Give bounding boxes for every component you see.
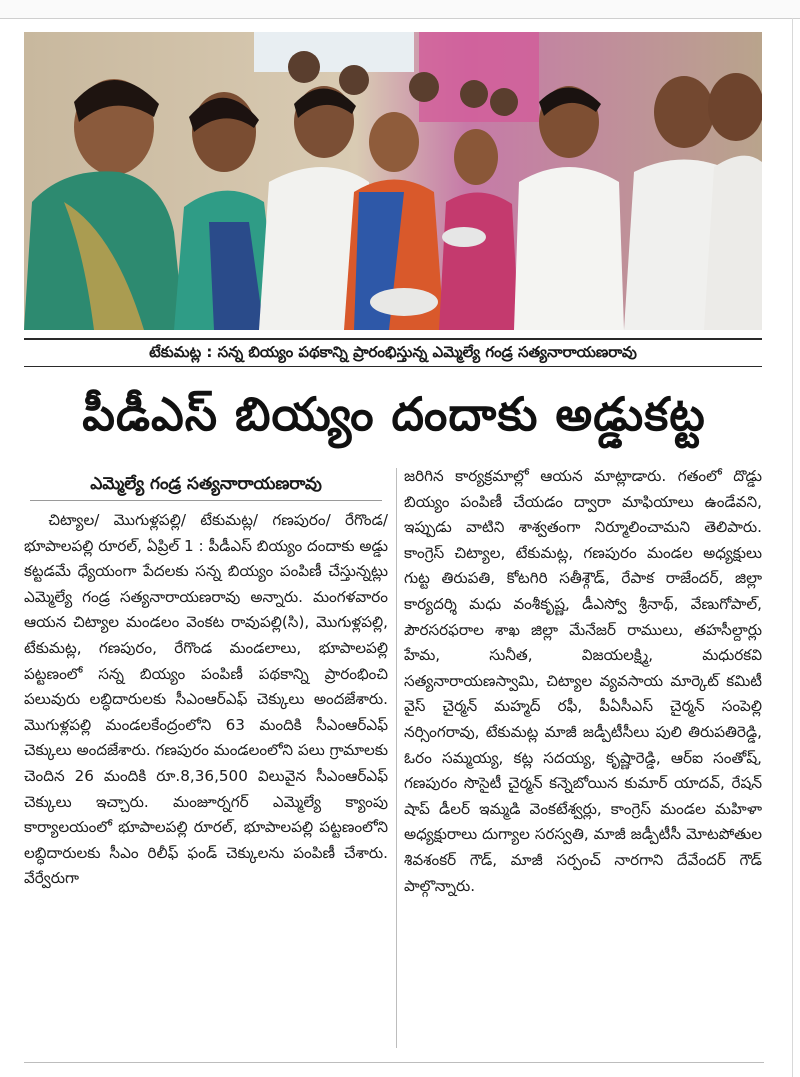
article-body-right-column: జరిగిన కార్యక్రమాల్లో ఆయన మాట్లాడారు. గతంలో దొడ్డు బియ్యం పంపిణీ చేయడం ద్వారా మాఫియాలు ఉండేవని, ఇప్పుడు వాటిని శాశ్వతంగా నిర్మూలించామని తెలిపారు. కాంగ్రెస్ చిట్యాల, టేకుమట్ల, గణపురం మండల అధ్యక్షులు గుట్ట తిరుపతి, కోటగిరి సతీశ్గౌడ్, రేపాక రాజేందర్, జిల్లా కార్యదర్శి మధు వంశీకృష్ణ, డీఎస్వో శ్రీనాథ్, వేణుగోపాల్, పౌరసరఫరాల శాఖ జిల్లా మేనేజర్ రాములు, తహసీల్దార్లు హేమ, సునీత, విజయలక్ష్మి, మధురకవి సత్యనారాయణస్వామి, చిట్యాల వ్యవసాయ మార్కెట్ కమిటీ వైస్ చైర్మన్ మహ్మద్ రఫీ, పీఏసీఎస్ చైర్మన్ సంపెల్లి నర్సింగరావు, టేకుమట్ల మాజీ జడ్పీటీసీలు పులి తిరుపతిరెడ్డి, ఓరం సమ్మయ్య, కట్ల సదయ్య, కృష్ణారెడ్డి, ఆర్ఐ సంతోష్, గణపురం సొసైటీ చైర్మన్ కన్నెబోయిన కుమార్ యాదవ్, రేషన్ షాప్ డీలర్ ఇమ్మడి వెంకటేశ్వర్లు, కాంగ్రెస్ మండల మహిళా అధ్యక్షురాలు దుగ్యాల సరస్వతి, మాజీ జడ్పీటీసీ మోటపోతుల శివశంకర్ గౌడ్, మాజీ సర్పంచ్ నారగాని దేవేందర్ గౌడ్ పాల్గొన్నారు. [404, 467, 762, 895]
photo-illustration [24, 32, 762, 330]
bottom-rule [24, 1062, 764, 1063]
headline: పీడీఎస్ బియ్యం దందాకు అడ్డుకట్ట [82, 387, 706, 441]
byline-underline [30, 500, 382, 501]
photo-caption: టేకుమట్ల : సన్న బియ్యం పథకాన్ని ప్రారంభిస్తున్న ఎమ్మెల్యే గండ్ర సత్యనారాయణరావు [24, 338, 762, 367]
page-edge-rule [792, 18, 793, 1077]
page-top-strip [0, 0, 800, 19]
column-divider [396, 468, 397, 1048]
byline: ఎమ్మెల్యే గండ్ర సత్యనారాయణరావు [90, 474, 322, 494]
event-photo [24, 32, 762, 330]
article-body-left-column: చిట్యాల/ మొగుళ్లపల్లి/ టేకుమట్ల/ గణపురం/ రేగొండ/ భూపాలపల్లి రూరల్, ఏప్రిల్ 1 : పీడీఎస్ బియ్యం దందాకు అడ్డు కట్టడమే ధ్యేయంగా పేదలకు సన్న బియ్యం పంపిణీ చేస్తున్నట్లు ఎమ్మెల్యే గండ్ర సత్యనారాయణరావు అన్నారు. మంగళవారం ఆయన చిట్యాల మండలం వెంకట రావుపల్లి(సి), మొగుళ్లపల్లి, టేకుమట్ల, గణపురం, రేగొండ మండలాలు, భూపాలపల్లి పట్టణంలో సన్న బియ్యం పంపిణీ పథకాన్ని ప్రారంభించి పలువురు లబ్ధిదారులకు సీఎంఆర్ఎఫ్ చెక్కులు అందజేశారు. మొగుళ్లపల్లి మండలకేంద్రంలోని 63 మందికి సీఎంఆర్ఎఫ్ చెక్కులు అందజేశారు. గణపురం మండలంలోని పలు గ్రామాలకు చెందిన 26 మందికి రూ.8,36,500 విలువైన సీఎంఆర్ఎఫ్ చెక్కులు ఇచ్చారు. మంజూర్నగర్ ఎమ్మెల్యే క్యాంపు కార్యాలయంలో భూపాలపల్లి రూరల్, భూపాలపల్లి పట్టణంలోని లబ్ధిదారులకు సీఎం రిలీఫ్ ఫండ్ చెక్కులను పంపిణీ చేశారు. వేర్వేరుగా [24, 511, 388, 888]
